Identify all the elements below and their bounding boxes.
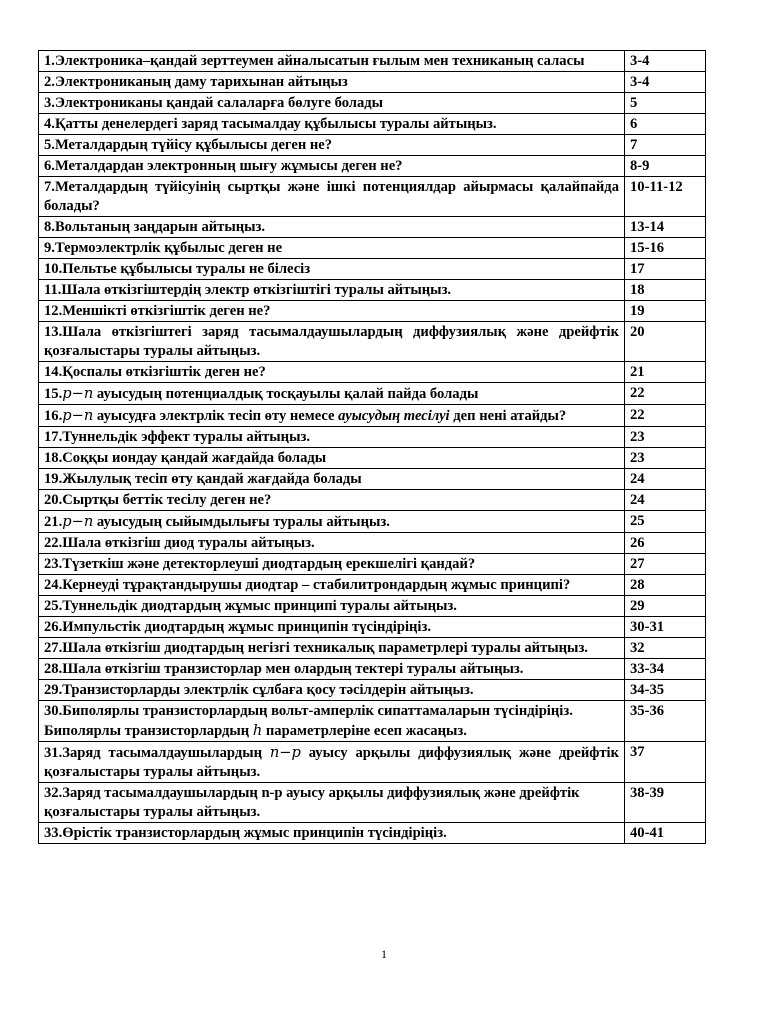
page-cell: 8-9 [625,156,706,177]
question-cell [39,405,625,427]
page-cell: 24 [625,469,706,490]
page-number: 1 [381,947,387,961]
table-row [39,383,706,405]
page-cell: 17 [625,259,706,280]
table-row [39,448,706,469]
question-text: 31.Заряд тасымалдаушылардың [44,745,270,761]
page-cell: 7 [625,135,706,156]
question-cell: 25.Туннельдік диодтардың жұмыс принципі туралы айтыңыз. [39,596,625,617]
question-cell: 24.Кернеуді тұрақтандырушы диодтар – стабилитрондардың жұмыс принципі? [39,575,625,596]
question-cell: 14.Қоспалы өткізгіштік деген не? [39,362,625,383]
question-subtext-start: Биполярлы транзисторлардың [44,723,253,739]
question-cell: 20.Сыртқы беттік тесілу деген не? [39,490,625,511]
question-cell: 13.Шала өткізгіштегі заряд тасымалдаушылардың диффузиялық және дрейфтік қозғалыстары туралы айтыңыз. [39,322,625,362]
page-cell: 22 [625,383,706,405]
question-number: 16. [44,408,63,424]
question-cell: 7.Металдардың түйісуінің сыртқы және ішкі потенциялдар айырмасы қалайпайда болады? [39,177,625,217]
page-cell: 28 [625,575,706,596]
table-row [39,93,706,114]
table-row [39,554,706,575]
question-cell: 28.Шала өткізгіш транзисторлар мен олардың тектері туралы айтыңыз. [39,659,625,680]
table-row [39,823,706,844]
table-row [39,177,706,217]
page-cell: 22 [625,405,706,427]
table-row [39,469,706,490]
np-junction-symbol: n−p [269,744,301,761]
question-cell [39,383,625,405]
table-row [39,114,706,135]
question-cell: 27.Шала өткізгіш диодтардың негізгі техникалық параметрлері туралы айтыңыз. [39,638,625,659]
table-row [39,680,706,701]
question-cell: 26.Импульстік диодтардың жұмыс принципін түсіндіріңіз. [39,617,625,638]
table-row [39,638,706,659]
table-row [39,701,706,742]
question-cell: 33.Өрістік транзисторлардың жұмыс принципін түсіндіріңіз. [39,823,625,844]
question-cell: 17.Туннельдік эффект туралы айтыңыз. [39,427,625,448]
question-text: ауысудға электрлік тесіп өту немесе [93,408,339,424]
table-row [39,259,706,280]
table-row [39,511,706,533]
page-cell: 23 [625,448,706,469]
question-cell: 22.Шала өткізгіш диод туралы айтыңыз. [39,533,625,554]
question-text: ауысудың сыйымдылығы туралы айтыңыз. [93,514,390,530]
question-cell: 12.Меншікті өткізгіштік деген не? [39,301,625,322]
question-cell: 10.Пельтье құбылысы туралы не білесіз [39,259,625,280]
page-cell: 26 [625,533,706,554]
table-row [39,51,706,72]
question-cell: 3.Электрониканы қандай салаларға бөлуге болады [39,93,625,114]
page-cell: 40-41 [625,823,706,844]
table-row [39,659,706,680]
table-row [39,405,706,427]
page-cell: 3-4 [625,72,706,93]
page-cell: 5 [625,93,706,114]
page-cell: 25 [625,511,706,533]
question-text: 30.Биполярлы транзисторлардың вольт-амперлік сипаттамаларын түсіндіріңіз. [44,703,573,719]
question-text-end: деп нені атайды? [449,408,567,424]
question-text-end: ауысу арқылы диффузиялық және дрейфтік қозғалыстары туралы айтыңыз. [44,745,619,780]
question-cell: 8.Вольтаның заңдарын айтыңыз. [39,217,625,238]
page-cell: 33-34 [625,659,706,680]
page-cell: 18 [625,280,706,301]
table-row [39,238,706,259]
table-row [39,217,706,238]
page-cell: 38-39 [625,783,706,823]
page-cell: 20 [625,322,706,362]
table-row [39,783,706,823]
table-row [39,617,706,638]
page-cell: 27 [625,554,706,575]
question-text: ауысудың потенциалдық тосқауылы қалай пайда болады [93,386,479,402]
page-cell: 32 [625,638,706,659]
page-cell: 3-4 [625,51,706,72]
question-cell: 5.Металдардың түйісу құбылысы деген не? [39,135,625,156]
question-cell: 9.Термоэлектрлік құбылыс деген не [39,238,625,259]
table-row [39,280,706,301]
h-parameter-symbol: h [252,722,263,739]
question-cell: 29.Транзисторларды электрлік сұлбаға қосу тәсілдерін айтыңыз. [39,680,625,701]
question-cell: 18.Соққы иондау қандай жағдайда болады [39,448,625,469]
question-cell [39,701,625,742]
table-row [39,156,706,177]
page-cell: 19 [625,301,706,322]
questions-table [38,50,706,844]
question-cell [39,511,625,533]
table-row [39,301,706,322]
question-cell: 4.Қатты денелердегі заряд тасымалдау құбылысы туралы айтыңыз. [39,114,625,135]
question-cell [39,742,625,783]
page-cell: 10-11-12 [625,177,706,217]
table-row [39,322,706,362]
question-cell: 2.Электрониканың даму тарихынан айтыңыз [39,72,625,93]
question-cell: 11.Шала өткізгіштердің электр өткізгіштігі туралы айтыңыз. [39,280,625,301]
question-number: 21. [44,514,63,530]
question-subtext-end: параметрлеріне есеп жасаңыз. [262,723,467,739]
question-emphasis: ауысудың тесілуі [338,408,450,424]
page-cell: 24 [625,490,706,511]
page-cell: 29 [625,596,706,617]
page-cell: 30-31 [625,617,706,638]
page-cell: 34-35 [625,680,706,701]
page-cell: 37 [625,742,706,783]
pn-junction-symbol: p−n [62,385,94,402]
table-row [39,427,706,448]
question-cell: 23.Түзеткіш және детекторлеуші диодтардың ерекшелігі қандай? [39,554,625,575]
question-subtext [44,721,619,741]
page-cell: 6 [625,114,706,135]
page-cell: 15-16 [625,238,706,259]
question-cell: 19.Жылулық тесіп өту қандай жағдайда болады [39,469,625,490]
table-row [39,742,706,783]
table-row [39,362,706,383]
question-cell: 6.Металдардан электронның шығу жұмысы деген не? [39,156,625,177]
page-cell: 21 [625,362,706,383]
table-row [39,596,706,617]
page-cell: 13-14 [625,217,706,238]
table-row [39,533,706,554]
table-row [39,72,706,93]
table-row [39,135,706,156]
page-cell: 23 [625,427,706,448]
question-cell: 1.Электроника–қандай зерттеумен айналысатын ғылым мен техниканың саласы [39,51,625,72]
table-row [39,490,706,511]
question-number: 15. [44,386,63,402]
table-row [39,575,706,596]
pn-junction-symbol: p−n [62,407,94,424]
question-cell: 32.Заряд тасымалдаушылардың n-p ауысу арқылы диффузиялық және дрейфтік қозғалыстары туралы айтыңыз. [39,783,625,823]
page-cell: 35-36 [625,701,706,742]
pn-junction-symbol: p−n [62,513,94,530]
